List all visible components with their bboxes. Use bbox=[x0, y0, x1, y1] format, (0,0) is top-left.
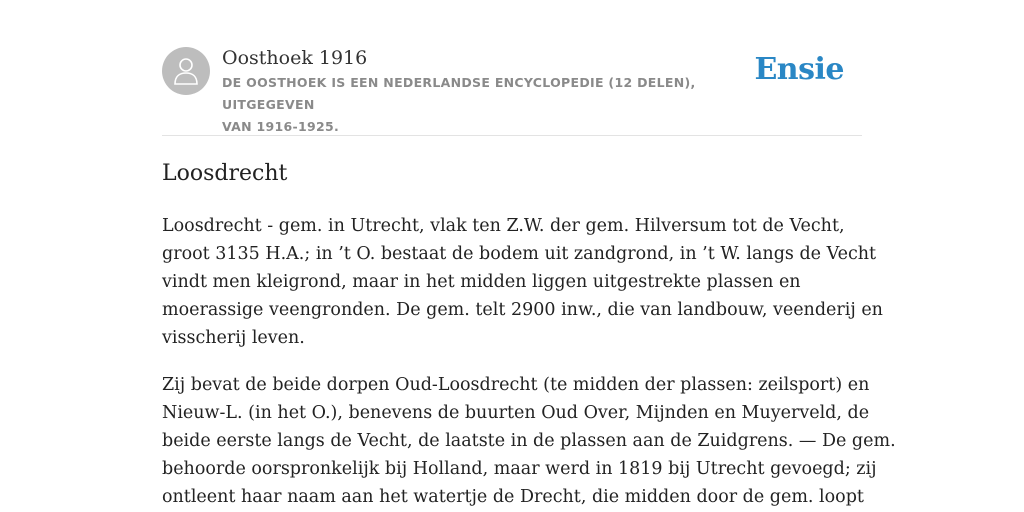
paragraph-line: beide eerste langs de Vecht, de laatste in de plassen aan de Zuidgrens. — De gem. bbox=[162, 431, 896, 451]
source-description bbox=[222, 72, 762, 138]
article-paragraph bbox=[162, 371, 896, 511]
paragraph-line: Loosdrecht - gem. in Utrecht, vlak ten Z.W. der gem. Hilversum tot de Vecht, bbox=[162, 216, 845, 236]
divider bbox=[162, 135, 862, 136]
paragraph-line: Zij bevat de beide dorpen Oud-Loosdrecht (te midden der plassen: zeilsport) en bbox=[162, 375, 870, 395]
paragraph-line: ontleent haar naam aan het watertje de Drecht, die midden door de gem. loopt bbox=[162, 487, 864, 507]
article-body bbox=[162, 212, 896, 512]
paragraph-line: Nieuw-L. (in het O.), benevens de buurten Oud Over, Mijnden en Muyerveld, de bbox=[162, 403, 870, 423]
article-paragraph bbox=[162, 212, 883, 352]
paragraph-line: visscherij leven. bbox=[162, 328, 305, 348]
user-icon bbox=[173, 56, 199, 86]
article-title: Loosdrecht bbox=[162, 161, 288, 186]
paragraph-line: groot 3135 H.A.; in ’t O. bestaat de bodem uit zandgrond, in ’t W. langs de Vecht bbox=[162, 244, 877, 264]
paragraph-line: behoorde oorspronkelijk bij Holland, maar werd in 1819 bij Utrecht gevoegd; zij bbox=[162, 459, 877, 479]
brand-logo-link[interactable]: Ensie bbox=[754, 52, 844, 87]
source-title[interactable]: Oosthoek 1916 bbox=[222, 47, 368, 69]
paragraph-line: moerassige veengronden. De gem. telt 2900 inw., die van landbouw, veenderij en bbox=[162, 300, 883, 320]
avatar[interactable] bbox=[162, 47, 210, 95]
paragraph-line: vindt men kleigrond, maar in het midden liggen uitgestrekte plassen en bbox=[162, 272, 801, 292]
source-description-line: DE OOSTHOEK IS EEN NEDERLANDSE ENCYCLOPEDIE (12 DELEN), UITGEGEVEN bbox=[222, 75, 696, 112]
source-description-line: VAN 1916-1925. bbox=[222, 119, 340, 134]
source-header bbox=[162, 46, 862, 134]
